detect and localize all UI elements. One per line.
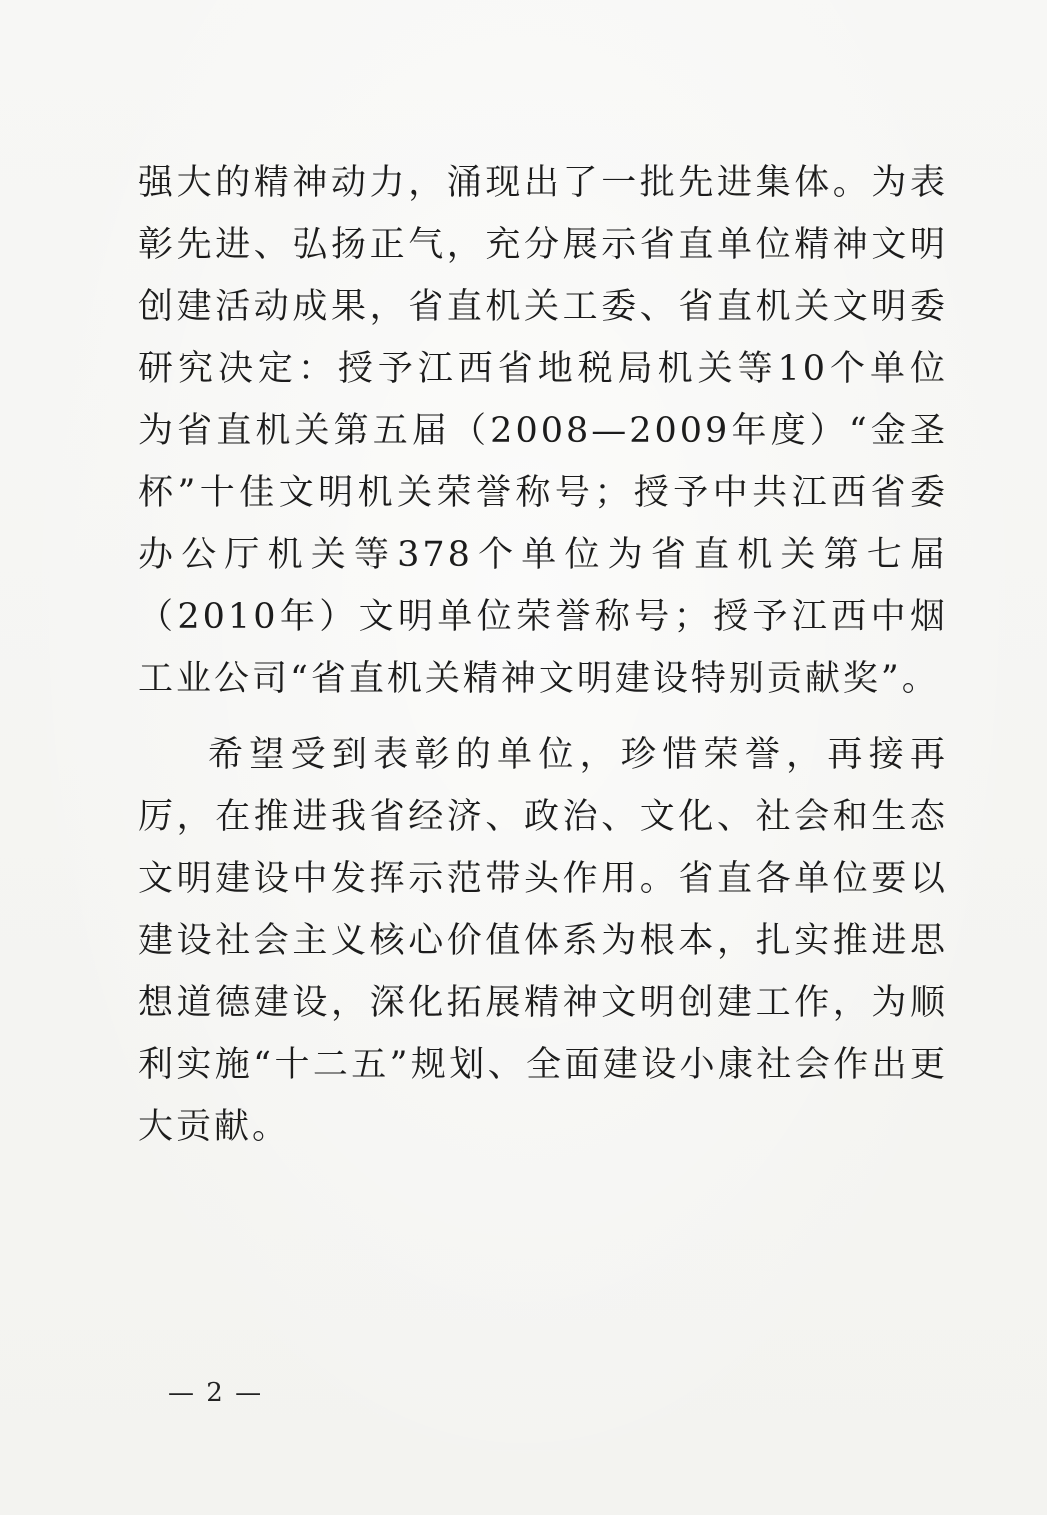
page-number: — 2 — [168, 1378, 264, 1408]
paragraph-commendation-decision: 强大的精神动力，涌现出了一批先进集体。为表彰先进、弘扬正气，充分展示省直单位精神文明创建活动成果，省直机关工委、省直机关文明委研究决定：授予江西省地税局机关等10个单位为省直机关第五届（2008—2009年度）“金圣杯”十佳文明机关荣誉称号；授予中共江西省委办公厅机关等378个单位为省直机关第七届（2010年）文明单位荣誉称号；授予江西中烟工业公司“省直机关精神文明建设特别贡献奖”。 [138, 163, 948, 699]
paragraph-expectations: 希望受到表彰的单位，珍惜荣誉，再接再厉，在推进我省经济、政治、文化、社会和生态文明建设中发挥示范带头作用。省直各单位要以建设社会主义核心价值体系为根本，扎实推进思想道德建设，深化拓展精神文明创建工作，为顺利实施“十二五”规划、全面建设小康社会作出更大贡献。 [138, 735, 948, 1147]
body-text [138, 152, 948, 1158]
